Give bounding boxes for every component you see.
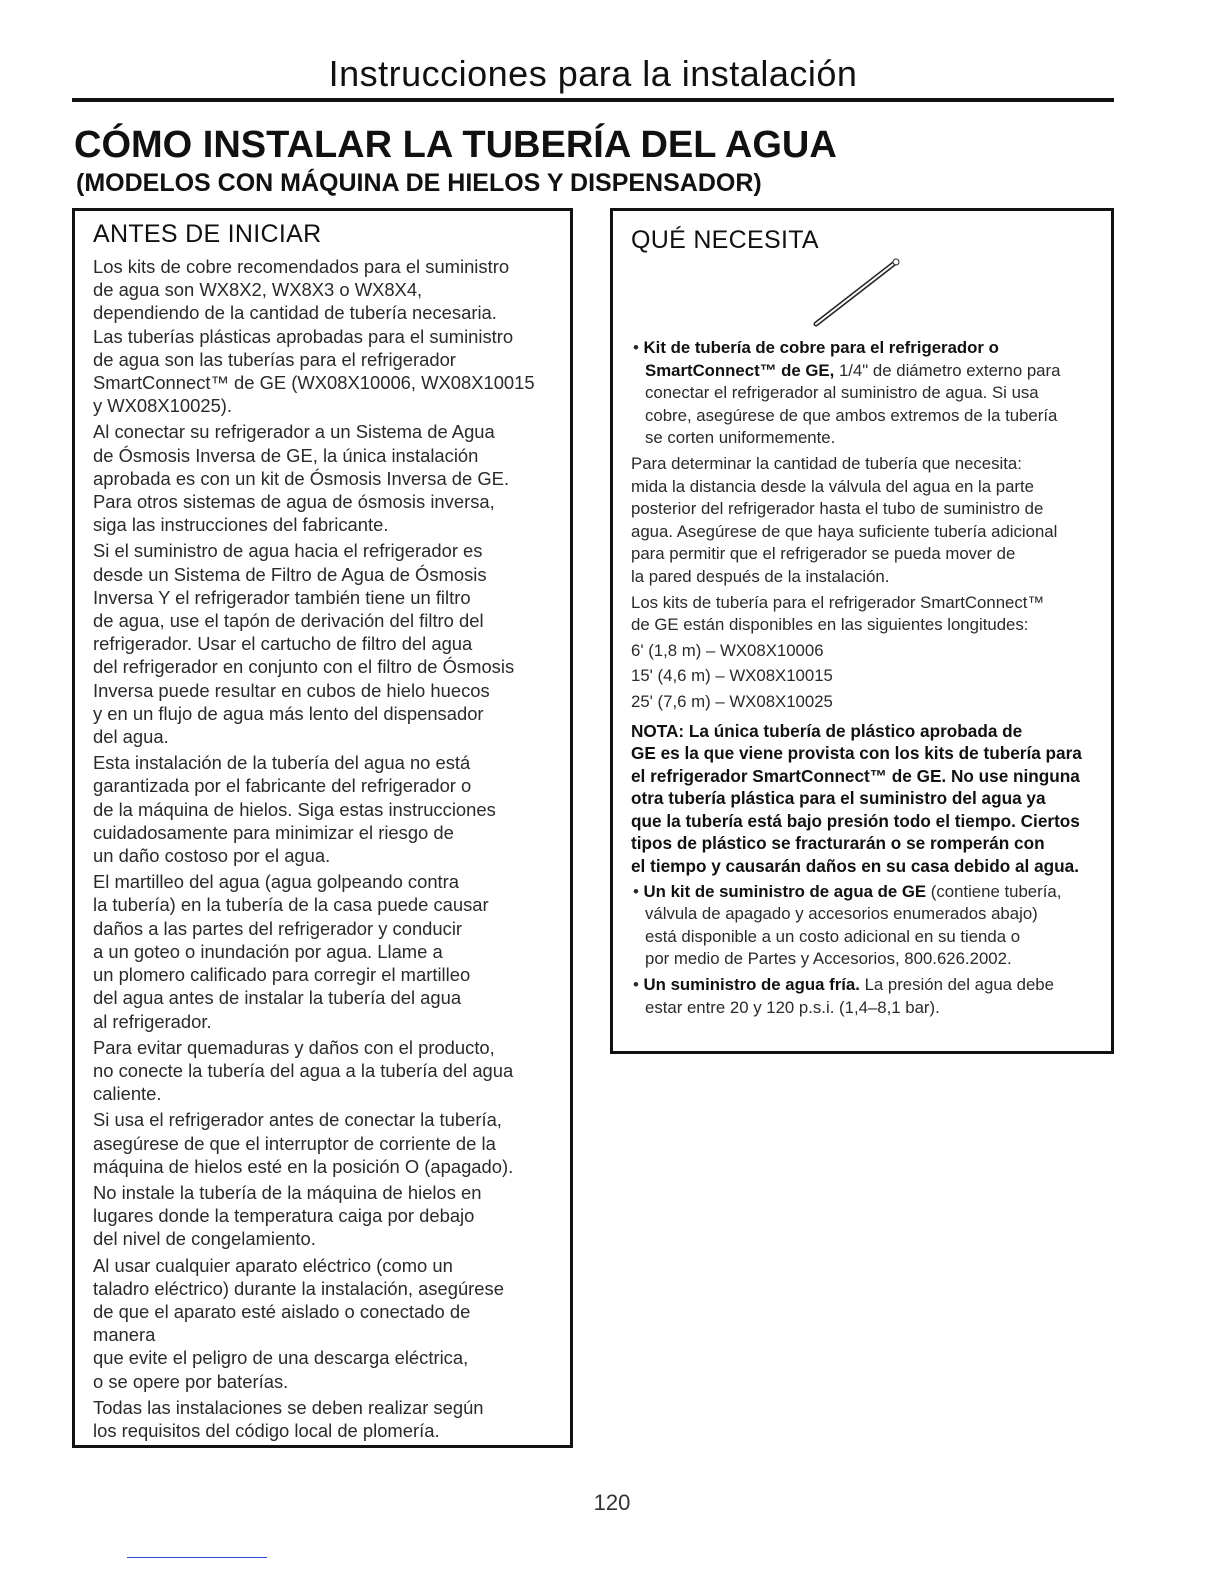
page-title: CÓMO INSTALAR LA TUBERÍA DEL AGUA <box>74 124 837 166</box>
paragraph-osmosis: Al conectar su refrigerador a un Sistema de Agua de Ósmosis Inversa de GE, la única instalación aprobada es con un kit de Ósmosis Inversa de GE. Para otros sistemas de agua de ósmosis inversa, siga las instrucciones del fabricante. <box>93 421 510 536</box>
bullet-kit: • Kit de tubería de cobre para el refrigerador o SmartConnect™ de GE, 1/4" de diámetro externo para conectar el refrigerador al suministro de agua. Si usa cobre, asegúrese de que ambos extremos de la tubería se corten uniformemente. <box>633 338 1061 448</box>
length-6ft: 6' (1,8 m) – WX08X10006 <box>631 640 824 660</box>
page-header <box>72 54 1114 102</box>
paragraph-congelamiento: No instale la tubería de la máquina de hielos en lugares donde la temperatura caiga por debajo del nivel de congelamiento. <box>93 1181 482 1250</box>
paragraph-filtro: Si el suministro de agua hacia el refrigerador es desde un Sistema de Filtro de Agua de Ósmosis Inversa Y el refrigerador también tiene un filtro de agua, use el tapón de derivación del filtro del refrigerador. Usar el cartucho de filtro del agua del refrigerador en conjunto con el filtro de Ósmosis Inversa puede resultar en cubos de hielo huecos y en un flujo de agua más lento del dispensador del agua. <box>93 540 515 748</box>
off-label: O (apagado). <box>404 1155 514 1177</box>
length-15ft: 15' (4,6 m) – WX08X10015 <box>631 666 833 686</box>
que-necesita-box <box>610 208 1114 1054</box>
supply-bold: Un kit de suministro de agua de GE <box>643 881 927 901</box>
page-number: 120 <box>593 1490 631 1515</box>
paragraph-garantia: Esta instalación de la tubería del agua no está garantizada por el fabricante del refrigerador o de la máquina de hielos. Siga estas instrucciones cuidadosamente para minimizar el riesgo de un daño costoso por el agua. <box>93 752 496 867</box>
footer-rule <box>127 1557 267 1558</box>
paragraph-quemaduras: Para evitar quemaduras y daños con el producto, no conecte la tubería del agua a la tubería del agua caliente. <box>93 1036 514 1105</box>
copper-tube-icon <box>808 254 908 330</box>
supply-text: (contiene tubería, válvula de apagado y accesorios enumerados abajo) está disponible a un costo adicional en su tienda o por medio de Partes y Accesorios, 800.626.2002. <box>645 881 1062 969</box>
paragraph-codigo: Todas las instalaciones se deben realizar según los requisitos del código local de plomería. <box>93 1396 484 1441</box>
length-25ft: 25' (7,6 m) – WX08X10025 <box>631 691 833 711</box>
bullet-cold-water: • Un suministro de agua fría. La presión del agua debe estar entre 20 y 120 p.s.i. (1,4–8,1 bar). <box>633 975 1054 1017</box>
kit-text: 1/4" de diámetro externo para conectar el refrigerador al suministro de agua. Si usa cobre, asegúrese de que ambos extremos de la tubería se corten uniformemente. <box>645 360 1061 448</box>
paragraph-kits: Los kits de cobre recomendados para el suministro de agua son WX8X2, WX8X3 o WX8X4, dependiendo de la cantidad de tubería necesaria. Las tuberías plásticas aprobadas para el suministro de agua son las tuberías para el refrigerador SmartConnect™ de GE (WX08X10006, WX08X10015 y WX08X10025). <box>93 256 535 417</box>
cold-text: La presión del agua debe estar entre 20 y 120 p.s.i. (1,4–8,1 bar). <box>645 975 1054 1017</box>
paragraph-measure: Para determinar la cantidad de tubería que necesita: mida la distancia desde la válvula del agua en la parte posterior del refrigerador hasta el tubo de suministro de agua. Asegúrese de que haya suficiente tubería adicional para permitir que el refrigerador se pueda mover de la pared después de la instalación. <box>631 453 1058 586</box>
antes-de-iniciar-box <box>72 208 573 1448</box>
paragraph-martilleo: El martilleo del agua (agua golpeando contra la tubería) en la tubería de la casa puede causar daños a las partes del refrigerador y conducir a un goteo o inundación por agua. Llame a un plomero calificado para corregir el martilleo del agua antes de instalar la tubería del agua al refrigerador. <box>93 871 489 1032</box>
kit-bold: Kit de tubería de cobre para el refrigerador o SmartConnect™ de GE, <box>643 338 999 380</box>
antes-de-iniciar-heading: ANTES DE INICIAR <box>93 220 322 248</box>
cold-bold: Un suministro de agua fría. <box>643 975 860 995</box>
nota-plastico: NOTA: La única tubería de plástico aprobada de GE es la que viene provista con los kits de tubería para el refrigerador SmartConnect™ de GE. No use ninguna otra tubería plástica para el suministro del agua ya que la tubería está bajo presión todo el tiempo. Ciertos tipos de plástico se fracturarán o se romperán con el tiempo y causarán daños en su casa debido al agua. <box>631 720 1082 877</box>
page-subtitle: (MODELOS CON MÁQUINA DE HIELOS Y DISPENSADOR) <box>76 169 762 197</box>
paragraph-kits-intro: Los kits de tubería para el refrigerador SmartConnect™ de GE están disponibles en las siguientes longitudes: <box>631 592 1045 635</box>
bullet-supply-kit: • Un kit de suministro de agua de GE (contiene tubería, válvula de apagado y accesorios enumerados abajo) está disponible a un costo adicional en su tienda o por medio de Partes y Accesorios, 800.626.2002. <box>633 881 1062 969</box>
paragraph-electrico: Al usar cualquier aparato eléctrico (como un taladro eléctrico) durante la instalación, asegúrese de que el aparato esté aislado o conectado de manera que evite el peligro de una descarga eléctrica, o se opere por baterías. <box>93 1254 504 1392</box>
interruptor-text: Si usa el refrigerador antes de conectar la tubería, asegúrese de que el interruptor de corriente de la máquina de hielos esté en la posición <box>93 1109 502 1177</box>
que-necesita-heading: QUÉ NECESITA <box>631 226 819 254</box>
paragraph-interruptor <box>93 1108 570 1178</box>
header-title: Instrucciones para la instalación <box>328 53 858 94</box>
